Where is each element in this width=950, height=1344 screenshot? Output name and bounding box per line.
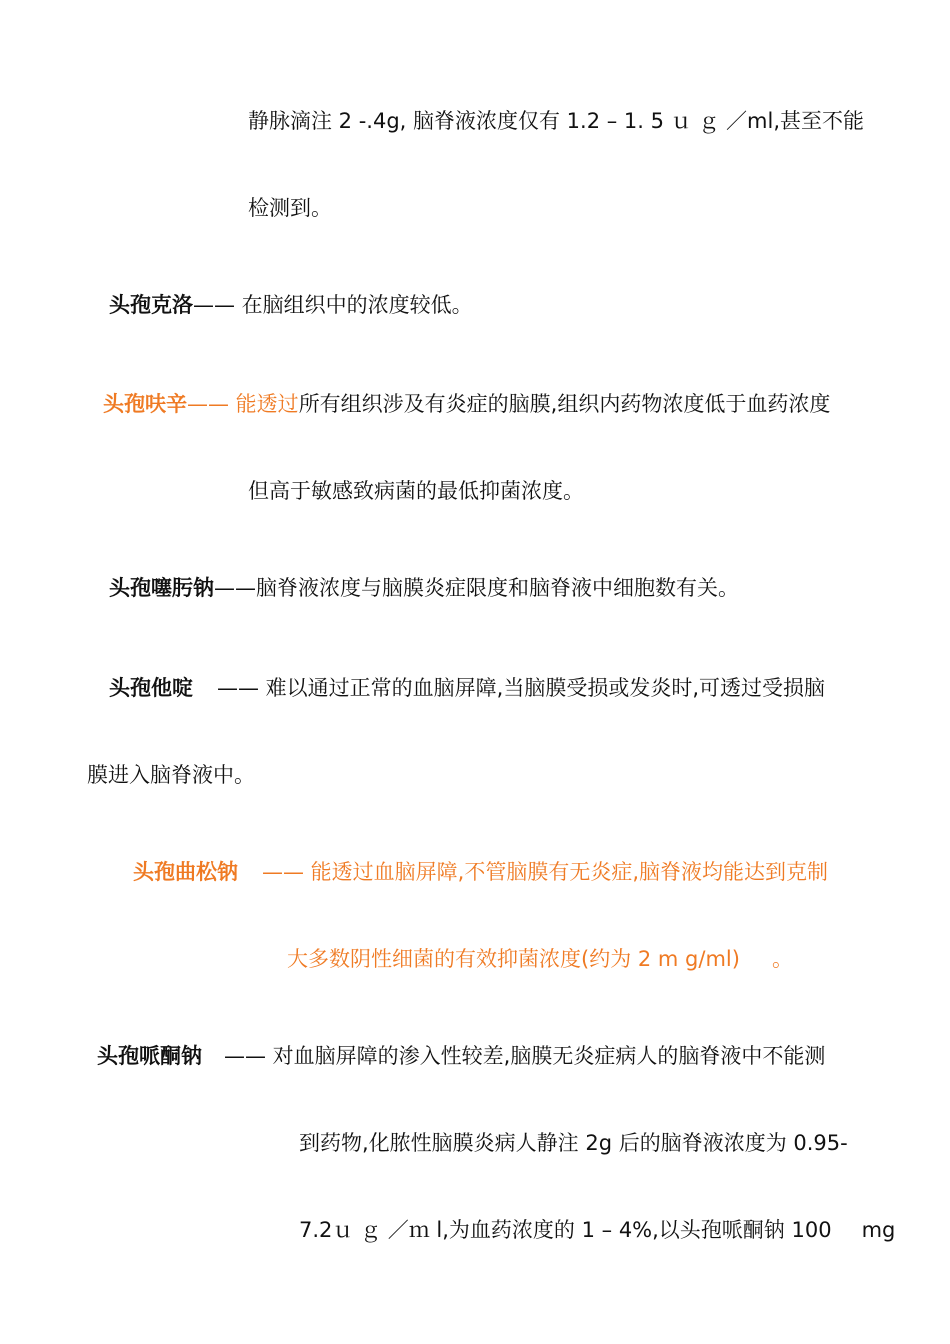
drug-name: 头孢克洛 — [109, 293, 193, 317]
drug-description: 所有组织涉及有炎症的脑膜,组织内药物浓度低于血药浓度 — [298, 392, 831, 416]
drug-description: 7.2ｕ ｇ ／ｍ l,为血药浓度的 1 – 4%,以头孢哌酮钠 100 — [299, 1218, 832, 1242]
paragraph-line — [287, 944, 793, 974]
drug-description: —— 在脑组织中的浓度较低。 — [193, 293, 473, 317]
paragraph-line — [133, 857, 828, 887]
drug-name: 头孢曲松钠 — [133, 860, 238, 884]
paragraph-line — [97, 1041, 825, 1071]
drug-description: —— 对血脑屏障的渗入性较差,脑膜无炎症病人的脑脊液中不能测 — [224, 1044, 826, 1068]
period: 。 — [771, 947, 793, 971]
unit-text: mg — [861, 1218, 896, 1242]
drug-name: 头孢呋辛 — [103, 392, 187, 416]
paragraph-line — [109, 573, 739, 603]
drug-description: —— 难以通过正常的血脑屏障,当脑膜受损或发炎时,可透过受损脑 — [217, 676, 826, 700]
drug-description: 大多数阴性细菌的有效抑菌浓度(约为 2 m g/ml) — [287, 947, 740, 971]
paragraph-line — [103, 389, 830, 419]
drug-description: —— 能透过血脑屏障,不管脑膜有无炎症,脑脊液均能达到克制 — [262, 860, 829, 884]
paragraph-line: 膜进入脑脊液中。 — [87, 763, 255, 787]
paragraph-line — [109, 290, 473, 320]
drug-name: 头孢他啶 — [109, 676, 193, 700]
highlight-text: —— 能透过 — [187, 392, 299, 416]
paragraph-line: 静脉滴注 2 -.4g, 脑脊液浓度仅有 1.2 – 1. 5 ｕ ｇ ／ml,甚至不能 — [248, 109, 864, 133]
drug-description: ——脑脊液浓度与脑膜炎症限度和脑脊液中细胞数有关。 — [214, 576, 739, 600]
paragraph-line: 但高于敏感致病菌的最低抑菌浓度。 — [248, 479, 584, 503]
paragraph-line: 检测到。 — [248, 196, 332, 220]
drug-name: 头孢噻肟钠 — [109, 576, 214, 600]
paragraph-line — [109, 673, 825, 703]
paragraph-line — [299, 1215, 895, 1245]
paragraph-line: 到药物,化脓性脑膜炎病人静注 2g 后的脑脊液浓度为 0.95- — [299, 1131, 848, 1155]
drug-name: 头孢哌酮钠 — [97, 1044, 202, 1068]
